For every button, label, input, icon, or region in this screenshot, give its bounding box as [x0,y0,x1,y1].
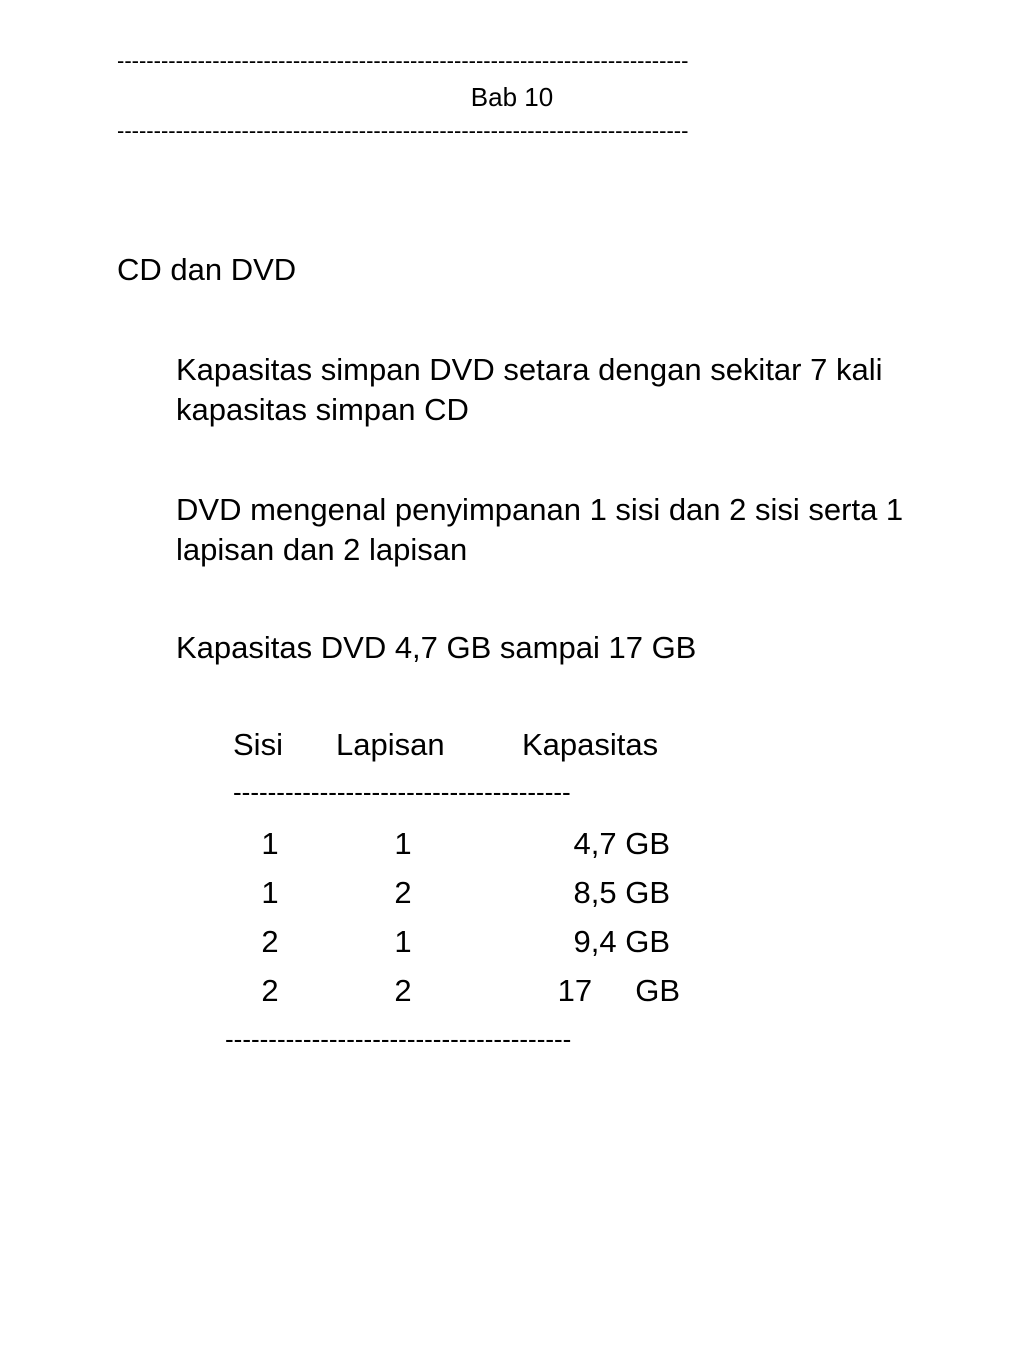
table-cell-lapisan: 1 [394,924,412,959]
table-cell-kapasitas: 8,5 GB [573,875,670,910]
table-header-sisi: Sisi [233,727,283,762]
table-cell-sisi: 1 [261,875,279,910]
table-cell-kapasitas: 4,7 GB [573,826,670,861]
table-rule-top: --------------------------------------- [233,777,571,807]
table-cell-sisi: 1 [261,826,279,861]
table-cell-sisi: 2 [261,973,279,1008]
header-rule-bottom: ------------------------------------------------------------------------------ [117,118,689,143]
table-cell-lapisan: 1 [394,826,412,861]
header-rule-top: ------------------------------------------------------------------------------ [117,48,689,73]
table-cell-sisi: 2 [261,924,279,959]
section-title: CD dan DVD [117,252,297,287]
chapter-title: Bab 10 [470,82,554,112]
paragraph-dvd-vs-cd: Kapasitas simpan DVD setara dengan sekitar 7 kali kapasitas simpan CD [176,352,883,427]
table-cell-lapisan: 2 [394,875,412,910]
table-header-lapisan: Lapisan [336,727,445,762]
table-cell-kapasitas: 9,4 GB [573,924,670,959]
paragraph-capacity-range: Kapasitas DVD 4,7 GB sampai 17 GB [176,630,697,665]
table-cell-kapasitas: 17 GB [557,973,680,1008]
table-header-kapasitas: Kapasitas [522,727,659,762]
table-rule-bottom: ---------------------------------------- [225,1024,572,1054]
paragraph-sides-layers: DVD mengenal penyimpanan 1 sisi dan 2 sisi serta 1 lapisan dan 2 lapisan [176,492,904,567]
table-cell-lapisan: 2 [394,973,412,1008]
